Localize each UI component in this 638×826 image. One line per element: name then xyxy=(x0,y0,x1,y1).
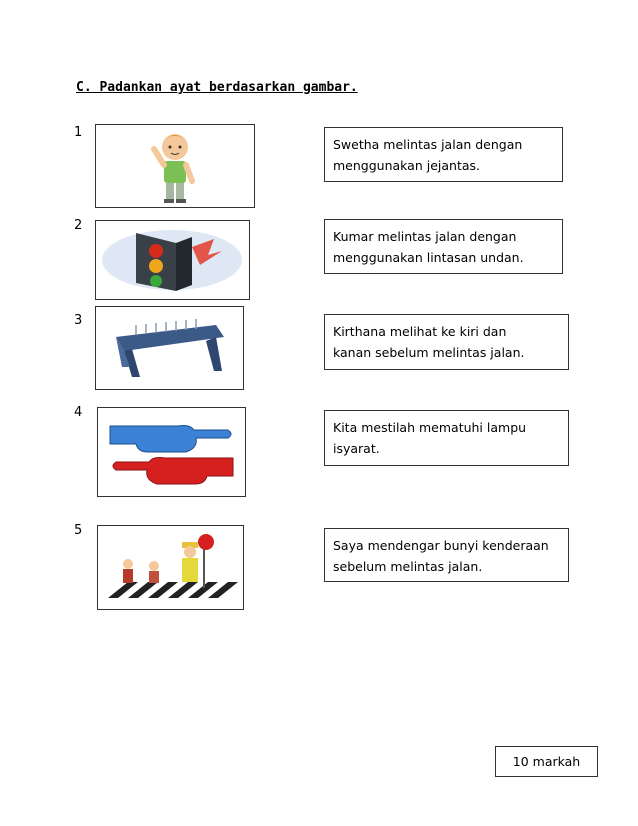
item-number-3: 3 xyxy=(74,313,83,328)
item-number-4: 4 xyxy=(74,405,83,420)
sentence-box-3[interactable] xyxy=(324,314,569,370)
sentence-line: Saya mendengar bunyi kenderaan xyxy=(333,538,549,553)
item-number-5: 5 xyxy=(74,523,83,538)
section-title: C. Padankan ayat berdasarkan gambar. xyxy=(76,80,358,95)
sentence-line: isyarat. xyxy=(333,441,380,456)
sentence-box-1[interactable] xyxy=(324,127,563,182)
sentence-line: sebelum melintas jalan. xyxy=(333,559,483,574)
sentence-line: menggunakan lintasan undan. xyxy=(333,250,524,265)
item-number-2: 2 xyxy=(74,218,83,233)
sentence-line: menggunakan jejantas. xyxy=(333,158,481,173)
sentence-line: Kita mestilah mematuhi lampu xyxy=(333,420,527,435)
item-number-1: 1 xyxy=(74,125,83,140)
sentence-line: Kumar melintas jalan dengan xyxy=(333,229,517,244)
sentence-line: kanan sebelum melintas jalan. xyxy=(333,345,525,360)
pointing-hands-icon xyxy=(97,407,246,497)
sentence-line: Kirthana melihat ke kiri dan xyxy=(333,324,507,339)
pedestrian-bridge-icon xyxy=(95,306,244,390)
sentence-box-4[interactable] xyxy=(324,410,569,466)
sentence-box-2[interactable] xyxy=(324,219,563,274)
marks-label: 10 markah xyxy=(495,746,598,777)
traffic-light-icon xyxy=(95,220,250,300)
sentence-box-5[interactable] xyxy=(324,528,569,582)
sentence-line: Swetha melintas jalan dengan xyxy=(333,137,523,152)
crossing-guard-icon xyxy=(97,525,244,610)
boy-waving-icon xyxy=(95,124,255,208)
